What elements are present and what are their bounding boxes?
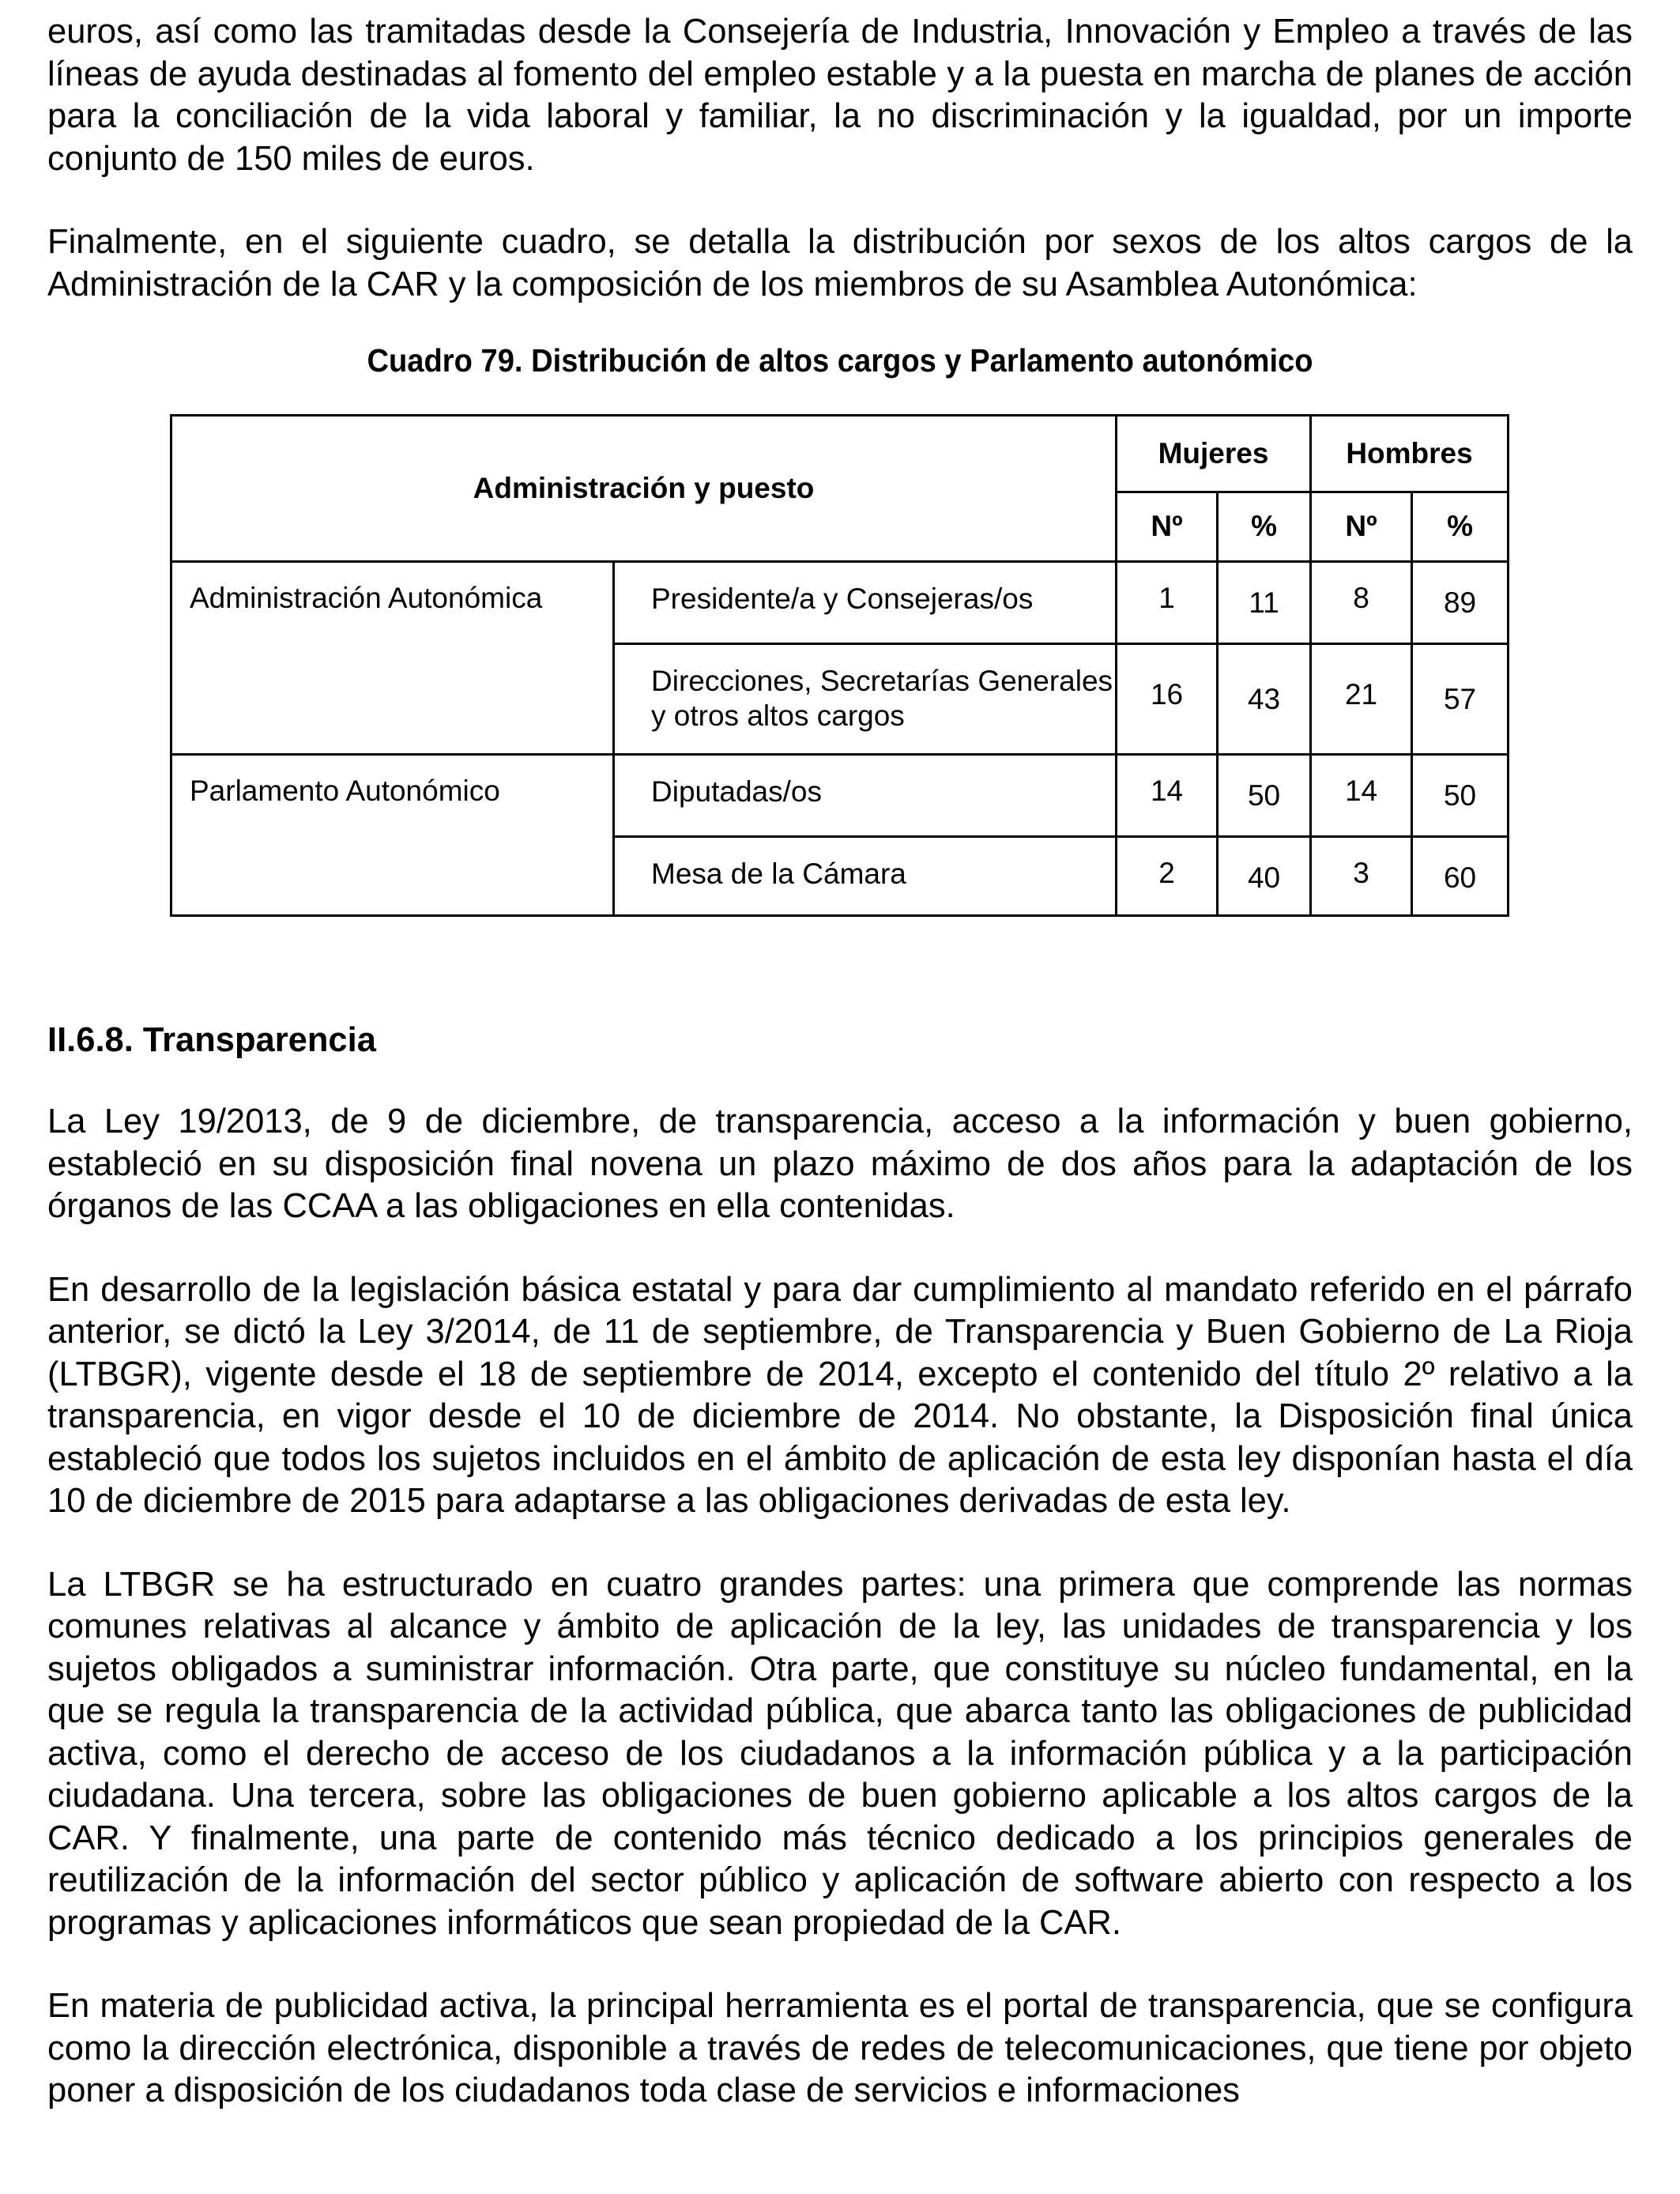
cell-hombres-n: 14 [1311,755,1412,837]
row-category [171,837,614,916]
cell-mujeres-pct: 43 [1218,644,1311,755]
row-position: Direcciones, Secretarías Generales y otros altos cargos [614,644,1117,755]
cell-mujeres-pct: 11 [1218,562,1311,644]
table-row [171,837,1509,916]
row-position: Presidente/a y Consejeras/os [614,562,1117,644]
cell-hombres-pct: 50 [1412,755,1509,837]
paragraph-ley-3-2014: En desarrollo de la legislación básica estatal y para dar cumplimiento al mandato referido en el párrafo anterior, se dictó la Ley 3/2014, de 11 de septiembre, de Transparencia y Buen Gobierno de La Rioja (LTBGR), vigente desde el 18 de septiembre de 2014, excepto el contenido del título 2º relativo a la transparencia, en vigor desde el 10 de diciembre de 2014. No obstante, la Disposición final única estableció que todos los sujetos incluidos en el ámbito de aplicación de esta ley disponían hasta el día 10 de diciembre de 2015 para adaptarse a las obligaciones derivadas de esta ley. [47,1270,1633,1520]
cell-mujeres-n: 1 [1117,562,1218,644]
cell-mujeres-pct: 40 [1218,837,1311,916]
cell-hombres-n: 3 [1311,837,1412,916]
cell-hombres-n: 8 [1311,562,1412,644]
paragraph-ltbgr-structure: La LTBGR se ha estructurado en cuatro grandes partes: una primera que comprende las normas comunes relativas al alcance y ámbito de aplicación de la ley, las unidades de transparencia y los sujetos obligados a suministrar información. Otra parte, que constituye su núcleo fundamental, en la que se regula la transparencia de la actividad pública, que abarca tanto las obligaciones de publicidad activa, como el derecho de acceso de los ciudadanos a la información pública y a la participación ciudadana. Una tercera, sobre las obligaciones de buen gobierno aplicable a los altos cargos de la CAR. Y finalmente, una parte de contenido más técnico dedicado a los principios generales de reutilización de la información del sector público y aplicación de software abierto con respecto a los programas y aplicaciones informáticos que sean propiedad de la CAR. [47,1565,1633,1942]
cell-mujeres-n: 16 [1117,644,1218,755]
cell-hombres-pct: 60 [1412,837,1509,916]
header-hombres: Hombres [1311,416,1509,492]
header-hombres-pct: % [1412,492,1509,561]
row-position: Diputadas/os [614,755,1117,837]
table-row [171,755,1509,837]
cell-hombres-n: 21 [1311,644,1412,755]
document-page [47,11,1633,2113]
table-row [171,562,1509,644]
paragraph-table-intro: Finalmente, en el siguiente cuadro, se detalla la distribución por sexos de los altos cargos de la Administración de la CAR y la composición de los miembros de su Asamblea Autonómica: [47,223,1633,303]
table-header-row [171,416,1509,492]
table-caption: Cuadro 79. Distribución de altos cargos y Parlamento autonómico [367,342,1313,379]
header-mujeres: Mujeres [1117,416,1311,492]
table-row [171,644,1509,755]
cell-hombres-pct: 57 [1412,644,1509,755]
paragraph-ley-19-2013: La Ley 19/2013, de 9 de diciembre, de transparencia, acceso a la información y buen gobierno, estableció en su disposición final novena un plazo máximo de dos años para la adaptación de los órganos de las CCAA a las obligaciones en ella contenidas. [47,1103,1633,1225]
paragraph-publicidad-activa: En materia de publicidad activa, la principal herramienta es el portal de transparencia, que se configura como la dirección electrónica, disponible a través de redes de telecomunicaciones, que tiene por objeto poner a disposición de los ciudadanos toda clase de servicios e informaciones [47,1987,1633,2109]
cell-mujeres-n: 2 [1117,837,1218,916]
header-mujeres-pct: % [1218,492,1311,561]
header-administracion: Administración y puesto [171,416,1117,562]
section-heading: II.6.8. Transparencia [47,1021,376,1059]
header-mujeres-n: Nº [1117,492,1218,561]
header-hombres-n: Nº [1311,492,1412,561]
cell-hombres-pct: 89 [1412,562,1509,644]
paragraph-intro: euros, así como las tramitadas desde la Consejería de Industria, Innovación y Empleo a través de las líneas de ayuda destinadas al fomento del empleo estable y a la puesta en marcha de planes de acción para la conciliación de la vida laboral y familiar, la no discriminación y la igualdad, por un importe conjunto de 150 miles de euros. [47,13,1633,178]
cell-mujeres-pct: 50 [1218,755,1311,837]
data-table [170,414,1509,917]
row-category: Parlamento Autonómico [171,755,614,837]
cell-mujeres-n: 14 [1117,755,1218,837]
row-category: Administración Autonómica [171,562,614,644]
row-category [171,644,614,755]
row-position: Mesa de la Cámara [614,837,1117,916]
